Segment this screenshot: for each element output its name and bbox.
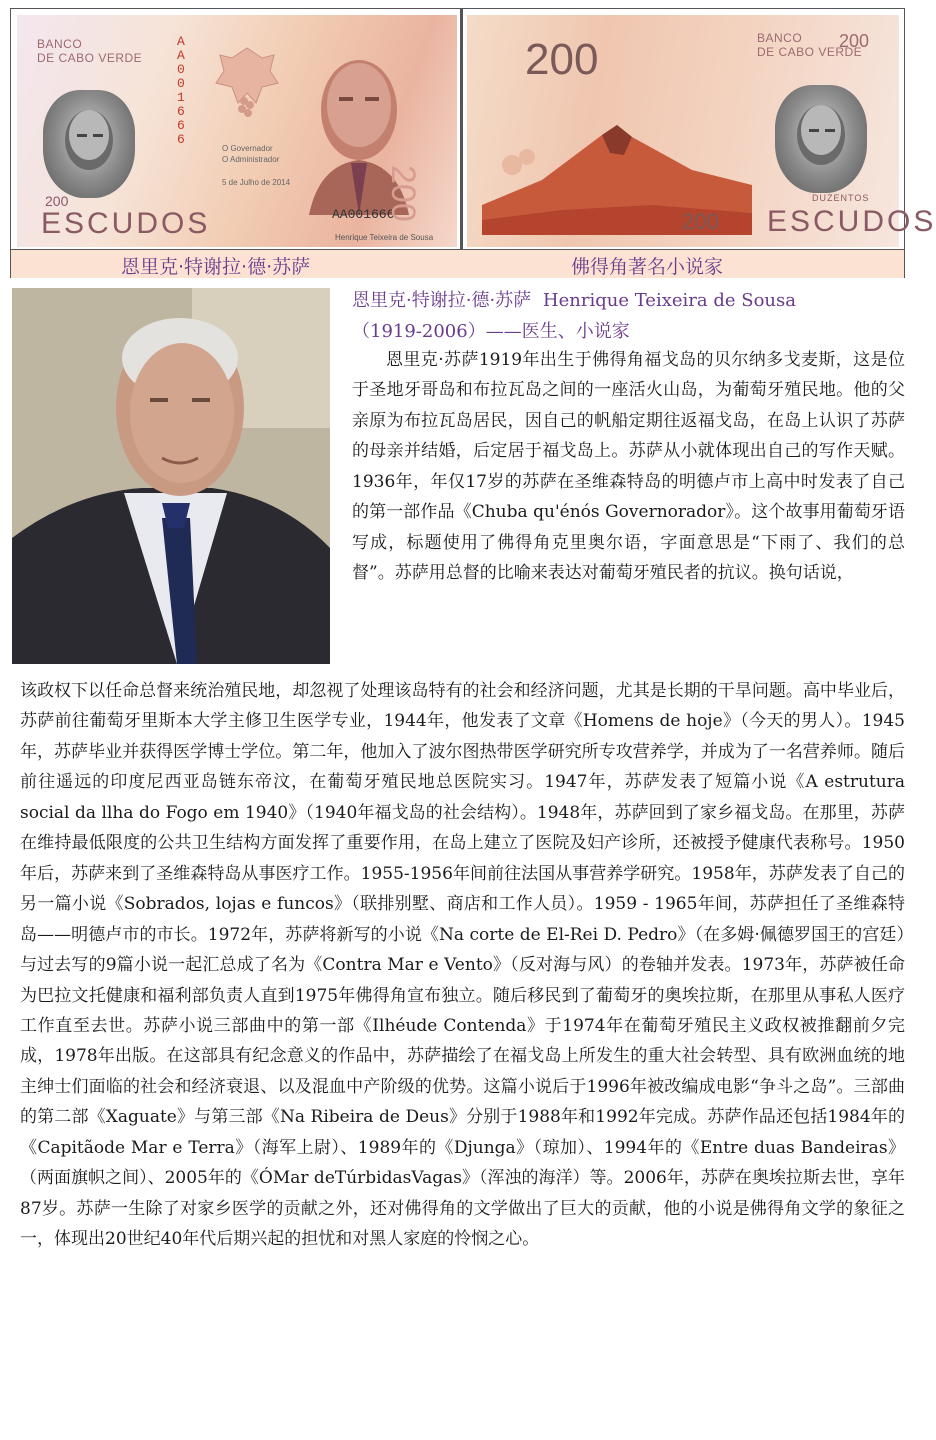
back-security-window xyxy=(775,85,867,193)
serial-number: AA001666 xyxy=(332,207,395,222)
banknote-panel xyxy=(10,8,936,278)
article-subheading: （1919-2006）——医生、小说家 xyxy=(352,321,630,342)
portrait-silhouette-icon xyxy=(43,90,135,198)
caption-left: 恩里克·特谢拉·德·苏萨 xyxy=(121,256,311,278)
signatory-2: O Administrador xyxy=(222,155,280,164)
caption-bar xyxy=(11,249,904,278)
small-denomination: 200 xyxy=(45,193,69,209)
panel-divider xyxy=(460,9,463,254)
currency-name: ESCUDOS xyxy=(41,207,211,240)
paragraph-1: 恩里克·苏萨1919年出生于佛得角福戈岛的贝尔纳多戈麦斯，这是位于圣地牙哥岛和布拉瓦岛之间的一座活火山岛，为葡萄牙殖民地。他的父亲原为布拉瓦岛居民，因自己的帆船定期往返福戈岛，在岛上认识了苏萨的母亲并结婚，后定居于福戈岛上。苏萨从小就体现出自己的写作天赋。1936年，年仅17岁的苏萨在圣维森特岛的明德卢市上高中时发表了自己的第一部作品《Chuba qu'énós Governorador》。这个故事用葡萄牙语写成，标题使用了佛得角克里奥尔语，字面意思是“下雨了、我们的总督”。苏萨用总督的比喻来表达对葡萄牙殖民者的抗议。换句话说， xyxy=(352,350,905,584)
portrait-caption: Henrique Teixeira de Sousa xyxy=(335,233,434,242)
portrait-photo xyxy=(12,288,330,664)
bank-name: BANCO DE CABO VERDE xyxy=(37,37,143,65)
article-heading xyxy=(352,286,796,312)
caption-right: 佛得角著名小说家 xyxy=(571,256,724,278)
grape-leaf-icon xyxy=(212,43,282,118)
serial-vertical: AA001666 xyxy=(177,34,185,147)
back-currency-name: ESCUDOS xyxy=(767,205,936,238)
signatures xyxy=(222,143,290,188)
large-denomination: 200 xyxy=(525,35,599,84)
banknote-front xyxy=(17,15,457,247)
banknote-back xyxy=(467,15,936,247)
back-bank-name: BANCO DE CABO VERDE xyxy=(757,31,863,59)
heading-chinese-name: 恩里克·特谢拉·德·苏萨 xyxy=(352,290,532,311)
paragraph-2: 该政权下以任命总督来统治殖民地，却忽视了处理该岛特有的社会和经济问题，尤其是长期的干旱问题。高中毕业后，苏萨前往葡萄牙里斯本大学主修卫生医学专业，1944年，他发表了文章《Homens de hoje》（今天的男人）。1945年，苏萨毕业并获得医学博士学位。第二年，他加入了波尔图热带医学研究所专攻营养学，并成为了一名营养师。随后前往遥远的印度尼西亚岛链东帝汶，在葡萄牙殖民地总医院实习。1947年，苏萨发表了短篇小说《A estrutura social da llha do Fogo em 1940》（1940年福戈岛的社会结构）。1948年，苏萨回到了家乡福戈岛。在那里，苏萨在维持最低限度的公共卫生结构方面发挥了重要作用，在岛上建立了医院及妇产诊所，还被授予健康代表称号。1950年后，苏萨来到了圣维森特岛从事医疗工作。1955-1956年间前往法国从事营养学研究。1958年，苏萨发表了自己的另一篇小说《Sobrados, lojas e funcos》（联排别墅、商店和工作人员）。1959 - 1965年间，苏萨担任了圣维森特岛——明德卢市的市长。1972年，苏萨将新写的小说《Na corte de El-Rei D. Pedro》（在多姆·佩德罗国王的宫廷）与过去写的9篇小说一起汇总成了名为《Contra Mar e Vento》（反对海与风）的卷轴并发表。1973年，苏萨被任命为巴拉文托健康和福利部负责人直到1975年佛得角宣布独立。随后移民到了葡萄牙的奥埃拉斯，在那里从事私人医疗工作直至去世。苏萨小说三部曲中的第一部《Ilhéude Contenda》于1974年在葡萄牙殖民主义政权被推翻前夕完成，1978年出版。在这部具有纪念意义的作品中，苏萨描绘了在福戈岛上所发生的重大社会转型、具有欧洲血统的地主绅士们面临的社会和经济衰退、以及混血中产阶级的优势。这篇小说后于1996年被改编成电影“争斗之岛”。三部曲的第二部《Xaguate》与第三部《Na Ribeira de Deus》分别于1988年和1992年完成。苏萨作品还包括1984年的《Capitãode Mar e Terra》（海军上尉）、1989年的《Djunga》（琼加）、1994年的《Entre duas Bandeiras》（两面旗帜之间）、2005年的《ÓMar deTúrbidasVagas》（浑浊的海洋）等。2006年，苏萨在奥埃拉斯去世，享年87岁。苏萨一生除了对家乡医学的贡献之外，还对佛得角的文学做出了巨大的贡献，他的小说是佛得角文学的象征之一，体现出20世纪40年代后期兴起的担忧和对黑人家庭的怜悯之心。 xyxy=(20,681,905,1250)
signatory-1: O Governador xyxy=(222,144,273,153)
security-window-portrait xyxy=(43,90,135,198)
back-portrait-silhouette-icon xyxy=(775,85,867,193)
issue-date: 5 de Julho de 2014 xyxy=(222,178,291,187)
denomination-words: DUZENTOS xyxy=(812,193,870,203)
vertical-denomination: 200 xyxy=(384,165,422,222)
back-small-denomination: 200 xyxy=(682,209,719,234)
back-corner-denomination: 200 xyxy=(839,31,870,51)
portrait-photo-icon xyxy=(12,288,330,664)
heading-portuguese-name: Henrique Teixeira de Sousa xyxy=(542,290,796,311)
